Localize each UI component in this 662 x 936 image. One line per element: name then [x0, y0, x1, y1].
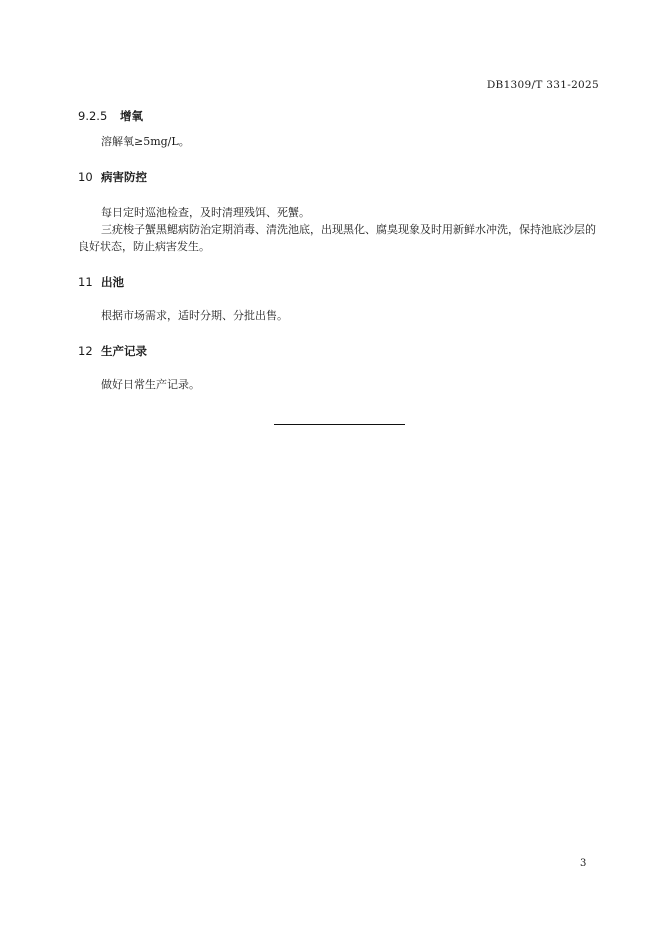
paragraph: 每日定时巡池检查，及时清理残饵、死蟹。: [101, 206, 310, 219]
paragraph: 三疣梭子蟹黑鳃病防治定期消毒、清洗池底，出现黑化、腐臭现象及时用新鲜水冲洗，保持池底沙层的良好状态，防止病害发生。: [78, 223, 596, 253]
section-heading-12: [78, 343, 147, 359]
paragraph: 做好日常生产记录。: [101, 378, 200, 391]
section-title: 增氧: [120, 109, 143, 123]
section-number: 11: [78, 275, 93, 289]
section-heading-11: [78, 274, 124, 290]
section-heading-10: [78, 169, 147, 185]
section-title: 出池: [101, 275, 124, 289]
section-number: 12: [78, 344, 93, 358]
section-heading-9-2-5: [78, 108, 143, 124]
section-title: 生产记录: [101, 344, 147, 358]
paragraph: 根据市场需求，适时分期、分批出售。: [101, 309, 288, 322]
end-of-document-rule: [274, 424, 405, 425]
page-header-doc-id: DB1309/T 331-2025: [486, 79, 599, 91]
section-number: 10: [78, 170, 93, 184]
page-number: 3: [580, 858, 587, 869]
paragraph: 溶解氧≥5mg/L。: [101, 135, 190, 148]
section-title: 病害防控: [101, 170, 147, 184]
section-number: 9.2.5: [78, 109, 108, 123]
